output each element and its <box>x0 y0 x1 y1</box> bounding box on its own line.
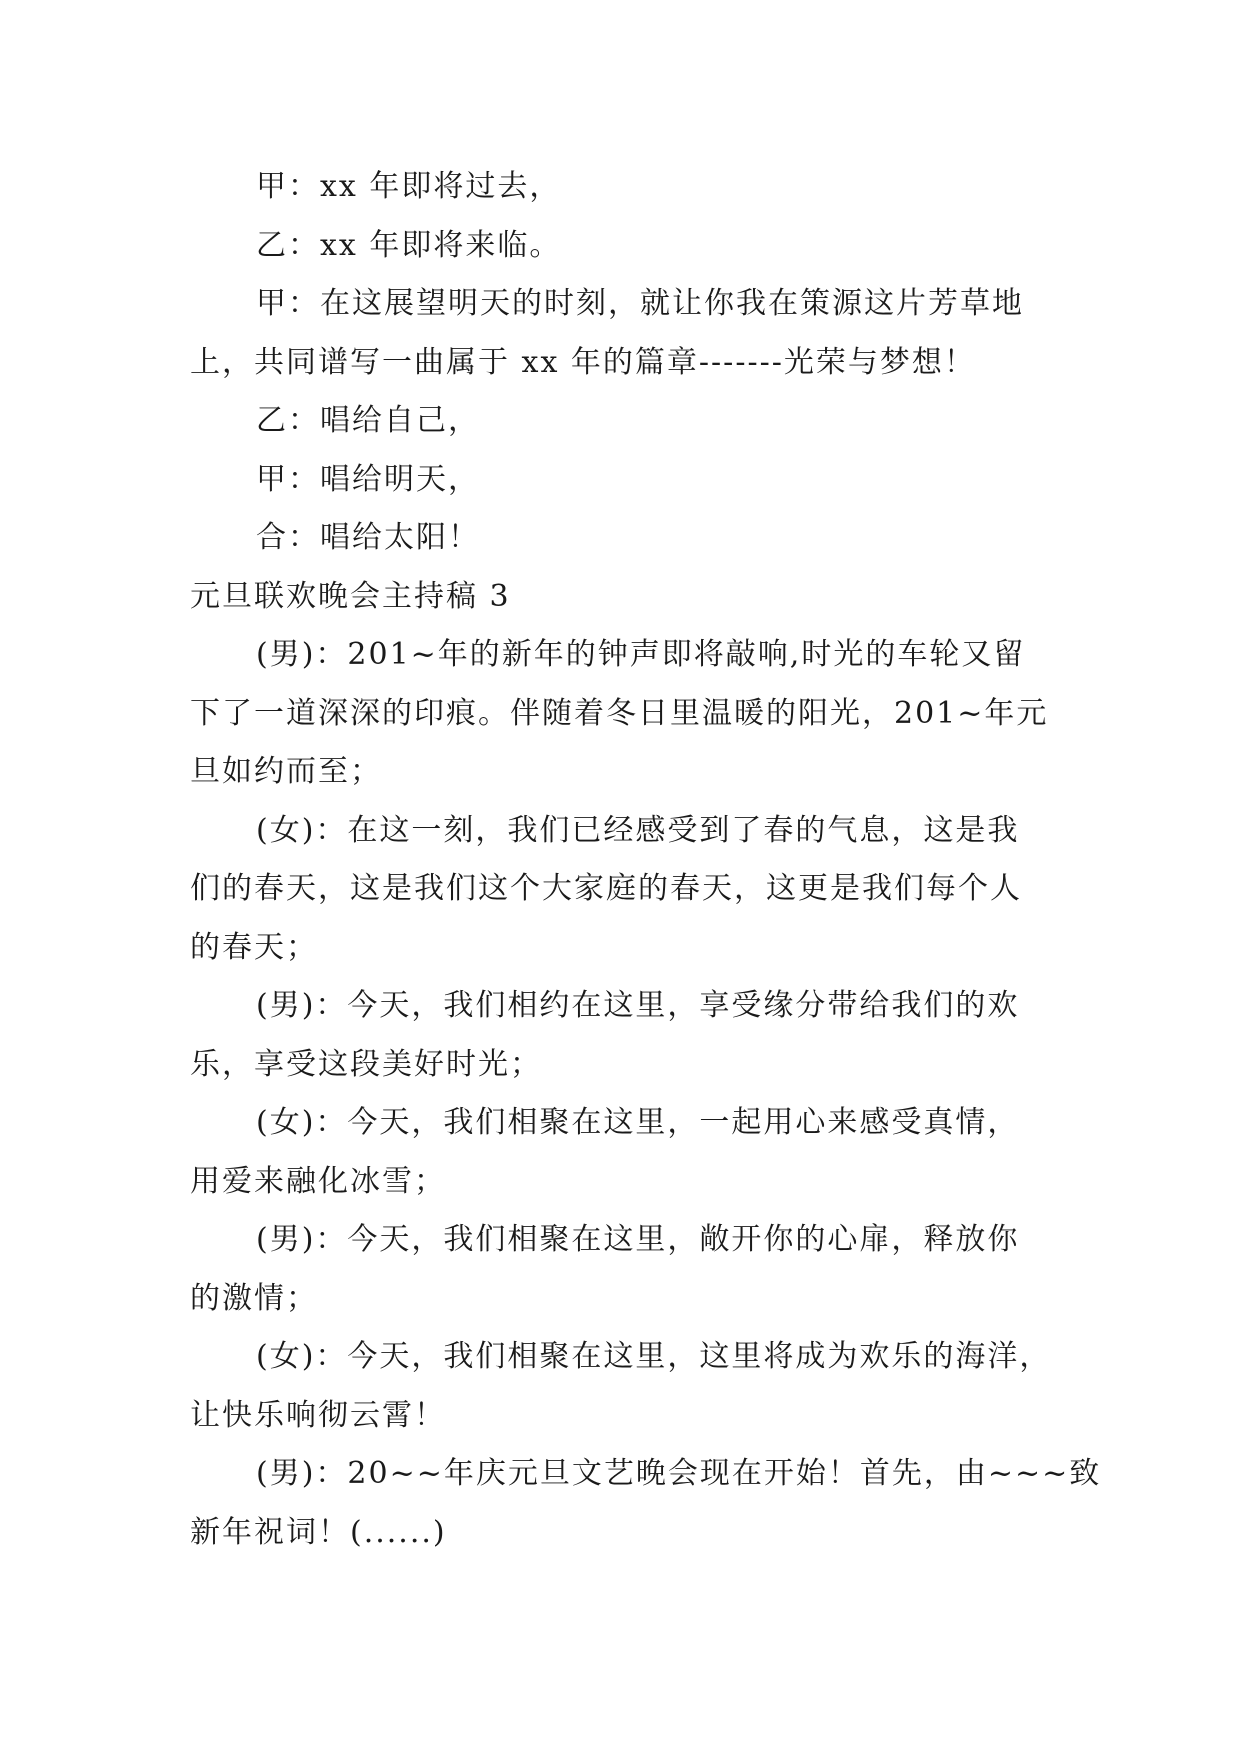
text-line: 的激情； <box>190 1280 318 1316</box>
text-line: 旦如约而至； <box>190 754 382 789</box>
text-line: (男)：201~年的新年的钟声即将敲响,时光的车轮又留 <box>256 637 1026 672</box>
text-line: 乙：唱给自己， <box>256 403 480 438</box>
text-line: 下了一道深深的印痕。伴随着冬日里温暖的阳光，201~年元 <box>190 695 1049 731</box>
text-line: (男)：今天，我们相约在这里，享受缘分带给我们的欢 <box>256 988 1020 1023</box>
text-line: 的春天； <box>190 929 318 965</box>
text-line: (女)：在这一刻，我们已经感受到了春的气息，这是我 <box>256 812 1020 848</box>
text-line: 甲：唱给明天， <box>256 461 480 497</box>
text-line: 新年祝词！(......) <box>190 1514 447 1550</box>
text-line: 用爱来融化冰雪； <box>190 1163 446 1199</box>
text-line: 们的春天，这是我们这个大家庭的春天，这更是我们每个人 <box>190 871 1022 906</box>
text-line: 甲：在这展望明天的时刻，就让你我在策源这片芳草地 <box>256 286 1024 321</box>
section-heading: 元旦联欢晚会主持稿 3 <box>190 578 511 614</box>
text-line: (男)：今天，我们相聚在这里，敞开你的心扉，释放你 <box>256 1222 1020 1257</box>
text-line: 乐，享受这段美好时光； <box>190 1046 542 1082</box>
text-line: (男)：20~~年庆元旦文艺晚会现在开始！首先，由~~~致 <box>256 1456 1102 1491</box>
text-line: (女)：今天，我们相聚在这里，一起用心来感受真情， <box>256 1105 1020 1140</box>
text-line: 让快乐响彻云霄！ <box>190 1397 446 1433</box>
text-line: 乙：xx 年即将来临。 <box>256 227 562 263</box>
text-line: 上，共同谱写一曲属于 xx 年的篇章-------光荣与梦想！ <box>190 344 976 380</box>
document-body <box>190 158 1102 1562</box>
text-line: 甲：xx 年即将过去， <box>256 169 562 204</box>
text-line: 合：唱给太阳！ <box>256 520 480 555</box>
text-line: (女)：今天，我们相聚在这里，这里将成为欢乐的海洋， <box>256 1339 1052 1374</box>
